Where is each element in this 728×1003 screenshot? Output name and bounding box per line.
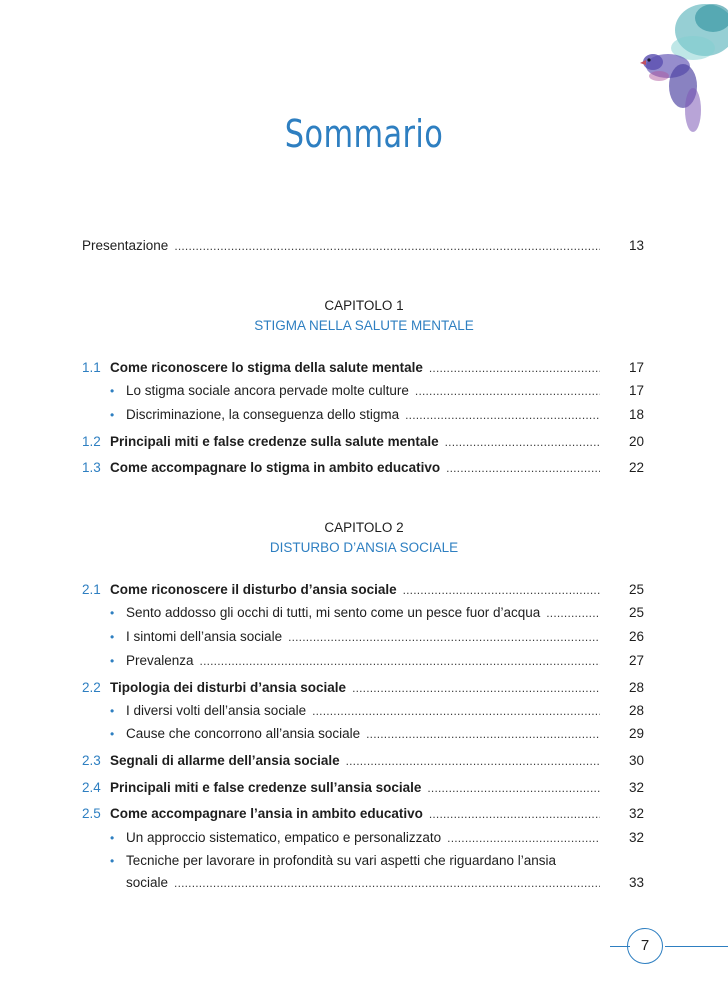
- toc-subsection[interactable]: [82, 700, 644, 722]
- dot-leader: [446, 457, 600, 479]
- toc-entry-label: Prevalenza: [126, 653, 194, 668]
- toc-section[interactable]: [82, 750, 644, 772]
- toc-page-number: 33: [628, 875, 644, 890]
- toc-page-number: 29: [628, 726, 644, 741]
- dot-leader: [312, 700, 600, 722]
- toc-subsection[interactable]: [82, 723, 644, 745]
- section-number: 2.5: [82, 806, 101, 821]
- dot-leader: [546, 602, 600, 624]
- dot-leader: [429, 357, 600, 379]
- toc-entry-label: Tipologia dei disturbi d’ansia sociale: [110, 680, 347, 695]
- toc-section[interactable]: [82, 579, 644, 601]
- toc-entry-presentazione[interactable]: [82, 235, 644, 257]
- toc-subsection[interactable]: [82, 380, 644, 402]
- chapter-title: STIGMA NELLA SALUTE MENTALE: [254, 318, 474, 333]
- toc-page-number: 30: [628, 753, 644, 768]
- dot-leader: [403, 579, 600, 601]
- toc-page-number: 20: [628, 434, 644, 449]
- dot-leader: [447, 827, 600, 849]
- toc-entry-label: Principali miti e false credenze sull’ansia sociale: [110, 780, 422, 795]
- toc-page-number: 25: [628, 605, 644, 620]
- dot-leader: [174, 872, 600, 894]
- toc-subsection-wrapped-cont[interactable]: [82, 872, 644, 894]
- toc-page-number: 17: [628, 383, 644, 398]
- toc-page-number: 27: [628, 653, 644, 668]
- toc-section[interactable]: [82, 777, 644, 799]
- section-number: 1.3: [82, 460, 101, 475]
- toc-entry-label: I sintomi dell’ansia sociale: [126, 629, 283, 644]
- page-number-rule-right: [665, 946, 728, 947]
- toc-entry-label: Come accompagnare l’ansia in ambito educativo: [110, 806, 423, 821]
- toc-page-number: 28: [628, 680, 644, 695]
- section-number: 1.1: [82, 360, 101, 375]
- dot-leader: [288, 626, 600, 648]
- bullet-icon: •: [110, 408, 115, 422]
- toc-entry-label-line2: sociale: [126, 875, 169, 890]
- toc-page-number: 25: [628, 582, 644, 597]
- bullet-icon: •: [110, 704, 115, 718]
- toc-entry-label: Come riconoscere lo stigma della salute mentale: [110, 360, 423, 375]
- toc-entry-label: Segnali di allarme dell’ansia sociale: [110, 753, 340, 768]
- toc-entry-label: Come riconoscere il disturbo d’ansia sociale: [110, 582, 397, 597]
- toc-page-number: 18: [628, 407, 644, 422]
- toc-page-number: 32: [628, 780, 644, 795]
- bullet-icon: •: [110, 384, 115, 398]
- section-number: 2.3: [82, 753, 101, 768]
- dot-leader: [429, 803, 600, 825]
- toc-section[interactable]: [82, 677, 644, 699]
- toc-entry-label: I diversi volti dell’ansia sociale: [126, 703, 307, 718]
- page-number: 7: [627, 928, 663, 964]
- dot-leader: [346, 750, 600, 772]
- toc-section[interactable]: [82, 357, 644, 379]
- toc-entry-label: Presentazione: [82, 238, 169, 253]
- toc-entry-label: Un approccio sistematico, empatico e personalizzato: [126, 830, 442, 845]
- chapter-title: DISTURBO D’ANSIA SOCIALE: [269, 540, 459, 555]
- toc-page-number: 13: [628, 238, 644, 253]
- toc-subsection[interactable]: [82, 626, 644, 648]
- section-number: 1.2: [82, 434, 101, 449]
- toc-subsection[interactable]: [82, 404, 644, 426]
- toc-entry-label-line1: Tecniche per lavorare in profondità su vari aspetti che riguardano l’ansia: [126, 853, 556, 868]
- dot-leader: [352, 677, 600, 699]
- toc-entry-label: Sento addosso gli occhi di tutti, mi sento come un pesce fuor d’acqua: [126, 605, 541, 620]
- dot-leader: [415, 380, 600, 402]
- chapter-label: CAPITOLO 2: [324, 520, 404, 535]
- toc-page-number: 32: [628, 830, 644, 845]
- toc-page-number: 22: [628, 460, 644, 475]
- section-number: 2.1: [82, 582, 101, 597]
- toc-entry-label: Cause che concorrono all’ansia sociale: [126, 726, 361, 741]
- bullet-icon: •: [110, 831, 115, 845]
- dot-leader: [366, 723, 600, 745]
- bullet-icon: •: [110, 630, 115, 644]
- toc-page-number: 26: [628, 629, 644, 644]
- page-title: Sommario: [284, 112, 444, 156]
- toc-page-number: 17: [628, 360, 644, 375]
- bullet-icon: •: [110, 854, 115, 868]
- dot-leader: [427, 777, 600, 799]
- bullet-icon: •: [110, 727, 115, 741]
- section-number: 2.4: [82, 780, 101, 795]
- toc-entry-label: Come accompagnare lo stigma in ambito educativo: [110, 460, 441, 475]
- toc-subsection[interactable]: [82, 650, 644, 672]
- chapter-label: CAPITOLO 1: [324, 298, 404, 313]
- toc-page-number: 32: [628, 806, 644, 821]
- dot-leader: [200, 650, 600, 672]
- toc-subsection[interactable]: [82, 827, 644, 849]
- toc-section[interactable]: [82, 431, 644, 453]
- toc-entry-label: Principali miti e false credenze sulla salute mentale: [110, 434, 439, 449]
- toc-section[interactable]: [82, 457, 644, 479]
- toc-entry-label: Lo stigma sociale ancora pervade molte culture: [126, 383, 409, 398]
- toc-page-number: 28: [628, 703, 644, 718]
- dot-leader: [174, 235, 600, 257]
- dot-leader: [445, 431, 600, 453]
- bullet-icon: •: [110, 654, 115, 668]
- toc-entry-label: Discriminazione, la conseguenza dello stigma: [126, 407, 400, 422]
- section-number: 2.2: [82, 680, 101, 695]
- bullet-icon: •: [110, 606, 115, 620]
- toc-subsection[interactable]: [82, 602, 644, 624]
- toc-subsection-wrapped[interactable]: [82, 850, 644, 872]
- toc-section[interactable]: [82, 803, 644, 825]
- dot-leader: [405, 404, 600, 426]
